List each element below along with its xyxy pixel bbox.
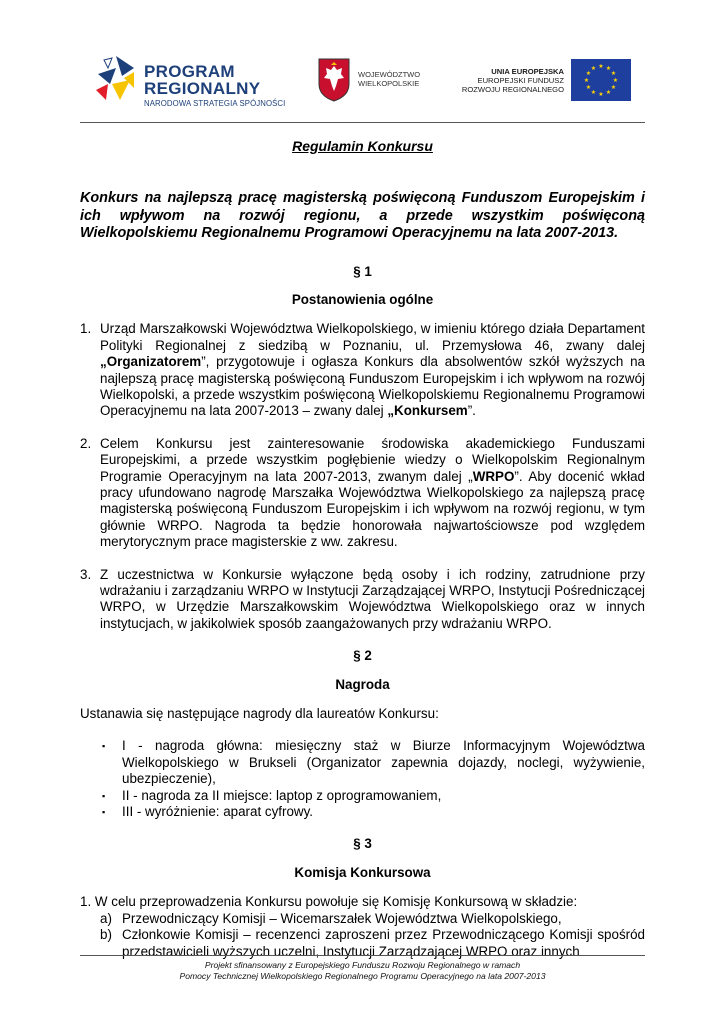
svg-text:★: ★ [585,70,592,77]
program-regionalny-logo [86,46,286,108]
page-header [80,46,646,116]
list-item-text: Przewodniczący Komisji – Wicemarszałek Województwa Wielkopolskiego, [122,910,562,926]
list-item-text: Z uczestnictwa w Konkursie wyłączone będą osoby i ich rodziny, zatrudnione przy wdrażaniu i zarządzaniu WRPO w Instytucji Zarządzającej WRPO, Instytucji Pośredniczącej WRPO, w Urzędzie Marszałkowskim Województwa Wielkopolskiego oraz w innych instytucjach, w jakikolwiek sposób zaangażowanych przy wdrażaniu WRPO. [100,566,645,631]
section-3-intro: 1. W celu przeprowadzenia Konkursu powołuje się Komisję Konkursową w składzie: [80,894,578,910]
eu-fund-logo [454,59,646,103]
document-subtitle: Konkurs na najlepszą pracę magisterską poświęconą Funduszom Europejskim i ich wpływom na rozwój regionu, a przede wszystkim poświęconą Wielkopolskiemu Regionalnemu Programowi Operacyjnemu na lata 2007-2013. [80,190,645,241]
document-body [80,138,645,960]
svg-text:★: ★ [585,84,592,91]
list-item-number: 2. [80,435,92,451]
bullet-icon: ▪ [102,790,106,801]
section-2-title: Nagroda [335,676,390,692]
svg-text:★: ★ [598,63,604,70]
defined-term-wrpo: WRPO [472,468,515,484]
svg-text:★: ★ [583,77,590,84]
list-item [80,911,645,927]
svg-text:★: ★ [610,84,617,91]
list-item-text: ”. [467,403,476,419]
list-item-text: ”, przygotowuje i ogłasza Konkurs dla absolwentów szkół wyższych na najlepszą pracę magisterską poświęconą Funduszom Europejskim i ich wpływom na rozwój Wielkopolski, a przede wszystkim poświęconą Wielkopolskiemu Regionalnemu Programowi Operacyjnemu na lata 2007-2013 – zwany dalej [100,354,645,419]
list-item [80,804,645,820]
section-2-number: § 2 [353,648,372,664]
prize-text: I - nagroda główna: miesięczny staż w Biurze Informacyjnym Województwa Wielkopolskiego w Brukseli (Organizator zapewnia dojazdy, noclegi, wyżywienie, ubezpieczenie), [122,738,645,787]
list-item [80,321,645,419]
program-logo-line1: PROGRAM [144,62,235,81]
svg-text:★: ★ [590,89,597,96]
footer-line2: Pomocy Technicznej Wielkopolskiego Regionalnego Programu Operacyjnego na lata 2007-2013 [179,971,546,981]
list-item-letter: a) [100,910,112,926]
list-item-number: 3. [80,566,92,582]
list-item [80,788,645,804]
prize-list [80,738,645,820]
list-item [80,436,645,551]
defined-term-organizator: „Organizatorem [100,354,202,370]
list-item-text: ”. Aby docenić wkład pracy ufundowano nagrodę Marszałka Województwa Wielkopolskiego za najlepszą pracę magisterską poświęconą Funduszom Europejskim i ich wpływom na rozwój regionu, w tym głównie WRPO. Nagroda ta będzie honorowała najwartościowsze pod względem merytorycznym prace magisterskie z ww. zakresu. [100,468,645,550]
eagle-shield-icon [318,58,350,102]
program-logo-line3: NARODOWA STRATEGIA SPÓJNOŚCI [144,99,286,108]
section-3-title: Komisja Konkursowa [294,864,431,880]
program-regionalny-emblem-icon [94,54,136,104]
eu-label-line3: ROZWOJU REGIONALNEGO [461,85,564,94]
wojewodztwo-label-line1: WOJEWÓDZTWO [358,70,421,79]
list-item-text: Celem Konkursu jest zainteresowanie środowiska akademickiego Funduszami Europejskimi, a przede wszystkim pogłębienie wiedzy o Wielkopolskim Regionalnym Programie Operacyjnym na lata 2007-2013, zwanym dalej „ [100,435,645,484]
eu-label-line2: EUROPEJSKI FUNDUSZ [477,76,564,85]
program-logo-line2: REGIONALNY [144,79,261,98]
header-divider [80,122,645,123]
section-1-list [80,321,645,632]
wojewodztwo-label-line2: WIELKOPOLSKIE [358,79,420,88]
document-title: Regulamin Konkursu [292,138,433,154]
section-1-number: § 1 [353,263,372,279]
svg-text:★: ★ [612,77,619,84]
list-item-text: Członkowie Komisji – recenzenci zaproszeni przez Przewodniczącego Komisji spośród przedstawicieli wyższych uczelni, Instytucji Zarządzającej WRPO oraz innych [122,927,645,959]
bullet-icon: ▪ [102,741,106,752]
list-item [80,738,645,787]
footer-divider [80,955,645,956]
section-3-number: § 3 [353,836,372,852]
committee-list [80,911,645,960]
wojewodztwo-logo [318,58,448,104]
svg-text:★: ★ [605,65,612,72]
page-footer [80,960,645,982]
svg-text:★: ★ [610,70,617,77]
eu-label-line1: UNIA EUROPEJSKA [491,67,564,76]
list-item [80,567,645,633]
svg-text:★: ★ [598,91,604,98]
prize-text: III - wyróżnienie: aparat cyfrowy. [122,804,314,820]
svg-text:★: ★ [590,65,597,72]
eu-flag-icon [571,59,631,101]
defined-term-konkurs: „Konkursem [387,403,468,419]
list-item-letter: b) [100,927,112,943]
list-item-text: Urząd Marszałkowski Województwa Wielkopolskiego, w imieniu którego działa Departament Polityki Regionalnej z siedzibą w Poznaniu, ul. Przemysłowa 46, zwany dalej [100,321,645,353]
list-item-number: 1. [80,321,92,337]
bullet-icon: ▪ [102,807,106,818]
prize-text: II - nagroda za II miejsce: laptop z oprogramowaniem, [122,787,442,803]
footer-line1: Projekt sfinansowany z Europejskiego Funduszu Rozwoju Regionalnego w ramach [204,960,521,970]
svg-text:★: ★ [605,89,612,96]
section-1-title: Postanowienia ogólne [291,291,434,307]
section-2-intro: Ustanawia się następujące nagrody dla laureatów Konkursu: [80,706,439,722]
